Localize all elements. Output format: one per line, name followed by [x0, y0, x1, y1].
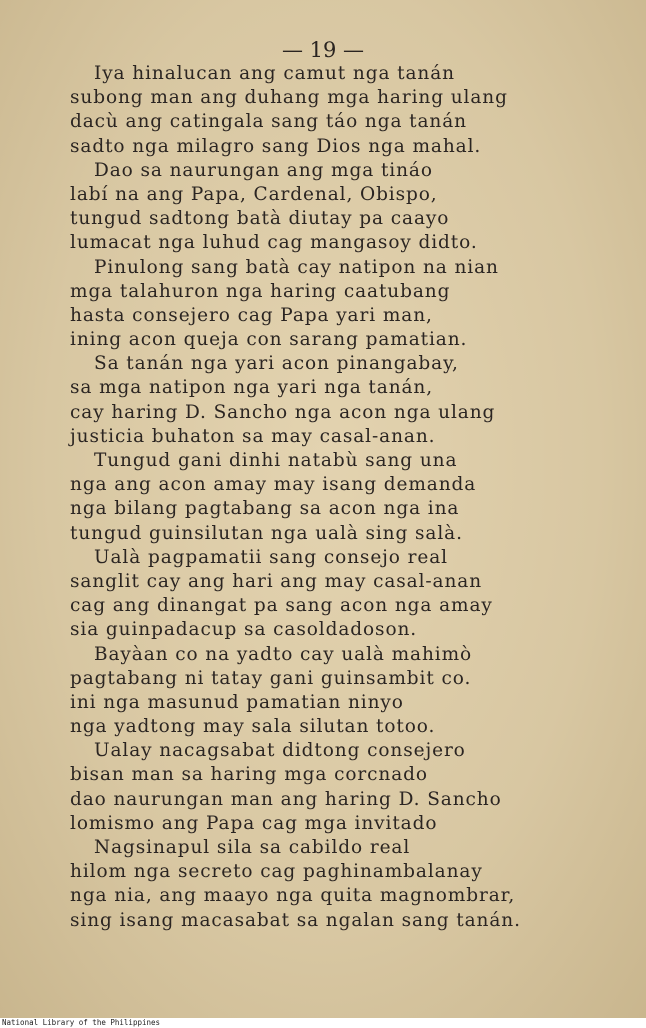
verse-line: labí na ang Papa, Cardenal, Obispo, [70, 183, 438, 205]
verse-line: Bayàan co na yadto cay ualà mahimò [94, 643, 473, 665]
stanza [70, 159, 630, 256]
stanza [70, 352, 630, 449]
footer-bar [0, 1018, 646, 1028]
verse-line: ining acon queja con sarang pamatian. [70, 329, 468, 351]
verse-line: subong man ang duhang mga haring ulang [70, 87, 508, 109]
verse-line: Nagsinapul sila sa cabildo real [94, 837, 411, 858]
verse-line: nga bilang pagtabang sa acon nga ina [70, 498, 460, 520]
verse-line: dacù ang catingala sang táo nga tanán [70, 111, 467, 133]
verse-line: sing isang macasabat sa ngalan sang tanán. [70, 909, 521, 931]
stanza [70, 643, 630, 740]
verse-line: nga ang acon amay may isang demanda [70, 474, 477, 496]
verse-line: Iya hinalucan ang camut nga tanán [94, 63, 455, 84]
verse-line: tungud sadtong batà diutay pa caayo [70, 208, 450, 230]
stanza [70, 739, 630, 836]
verse-line: cay haring D. Sancho nga acon nga ulang [70, 401, 496, 423]
verse-line: sanglit cay ang hari ang may casal-anan [70, 570, 483, 592]
stanza [70, 62, 630, 159]
verse-line: hilom nga secreto cag paghinambalanay [70, 861, 483, 883]
verse-line: sadto nga milagro sang Dios nga mahal. [70, 135, 482, 157]
verse-body [70, 62, 630, 933]
verse-line: sa mga natipon nga yari nga tanán, [70, 377, 434, 399]
verse-line: Tungud gani dinhi natabù sang una [94, 450, 458, 471]
stanza [70, 836, 630, 933]
verse-line: lomismo ang Papa cag mga invitado [70, 812, 438, 834]
stanza [70, 546, 630, 643]
verse-line: hasta consejero cag Papa yari man, [70, 304, 433, 326]
verse-line: dao naurungan man ang haring D. Sancho [70, 788, 502, 810]
verse-line: ini nga masunud pamatian ninyo [70, 691, 404, 713]
verse-line: nga nia, ang maayo nga quita magnombrar, [70, 885, 516, 907]
verse-line: Ualà pagpamatii sang consejo real [94, 546, 448, 568]
stanza [70, 256, 630, 353]
stanza [70, 449, 630, 546]
verse-line: nga yadtong may sala silutan totoo. [70, 716, 436, 738]
verse-line: justicia buhaton sa may casal-anan. [70, 425, 436, 447]
page-number: — 19 — [281, 38, 365, 62]
verse-line: pagtabang ni tatay gani guinsambit co. [70, 667, 472, 689]
library-credit: National Library of the Philippines [2, 1018, 161, 1027]
verse-line: lumacat nga luhud cag mangasoy didto. [70, 232, 478, 254]
verse-line: mga talahuron nga haring caatubang [70, 280, 451, 302]
verse-line: Dao sa naurungan ang mga tináo [94, 159, 433, 181]
verse-line: Sa tanán nga yari acon pinangabay, [94, 353, 459, 375]
verse-line: tungud guinsilutan nga ualà sing salà. [70, 522, 463, 544]
verse-line: sia guinpadacup sa casoldadoson. [70, 619, 418, 641]
verse-line: cag ang dinangat pa sang acon nga amay [70, 595, 493, 617]
verse-line: bisan man sa haring mga corcnado [70, 764, 428, 786]
verse-line: Pinulong sang batà cay natipon na nian [94, 256, 499, 278]
verse-line: Ualay nacagsabat didtong consejero [94, 740, 466, 762]
